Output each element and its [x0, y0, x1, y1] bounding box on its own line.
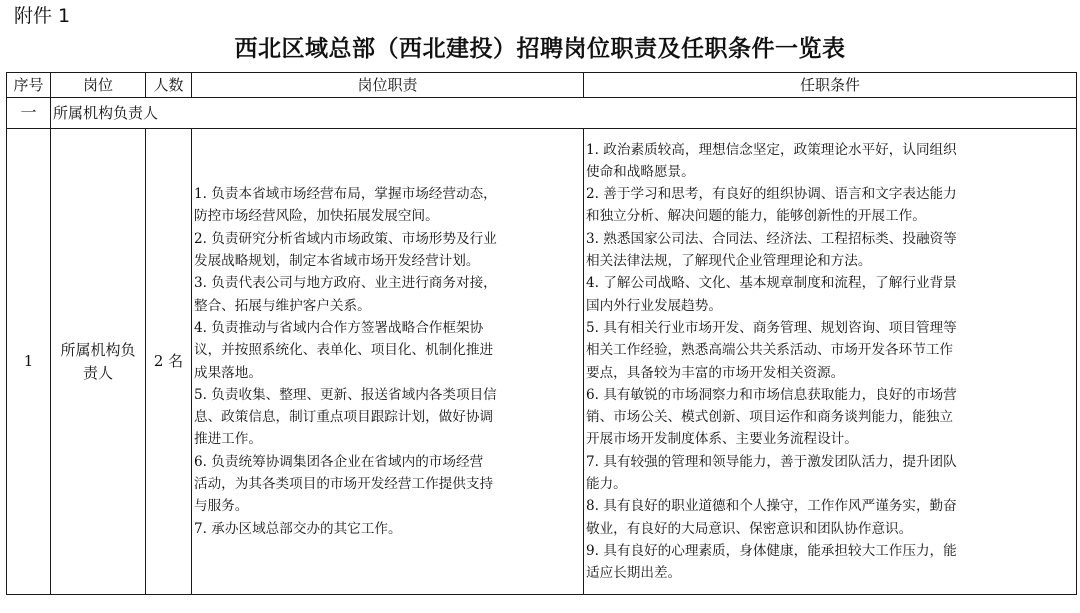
document-title: 西北区域总部（西北建投）招聘岗位职责及任职条件一览表 [234, 36, 846, 62]
text-line: 使命和战略愿景。 [586, 163, 695, 180]
text-line: 1. 政治素质较高，理想信念坚定，政策理论水平好，认同组织 [586, 141, 957, 158]
text-line: 5. 负责收集、整理、更新、报送省域内各类项目信 [194, 386, 497, 403]
text-line: 8. 具有良好的职业道德和个人操守，工作作风严谨务实，勤奋 [586, 498, 957, 515]
text-line: 2. 善于学习和思考，有良好的组织协调、语言和文字表达能力 [586, 186, 957, 203]
text-line: 4. 负责推动与省域内合作方签署战略合作框架协 [194, 319, 484, 336]
text-line: 与服务。 [194, 498, 249, 515]
section-number: 一 [7, 98, 51, 129]
row-number: 1 [7, 129, 51, 595]
text-line: 开展市场开发制度体系、主要业务流程设计。 [586, 431, 858, 448]
section-row [7, 98, 1077, 129]
text-line: 成果落地。 [194, 364, 262, 381]
header-count: 人数 [146, 73, 192, 98]
text-line: 6. 具有敏锐的市场洞察力和市场信息获取能力，良好的市场营 [586, 386, 957, 403]
table-row [7, 129, 1077, 595]
text-line: 4. 了解公司战略、文化、基本规章制度和流程，了解行业背景 [586, 275, 957, 292]
text-line: 6. 负责统筹协调集团各企业在省域内的市场经营 [194, 453, 484, 470]
row-requirements-cell [584, 129, 1077, 595]
text-line: 和独立分析、解决问题的能力，能够创新性的开展工作。 [586, 208, 926, 225]
row-count: 2 名 [146, 129, 192, 595]
text-line: 防控市场经营风险，加快拓展发展空间。 [194, 208, 439, 225]
text-line: 国内外行业发展趋势。 [586, 297, 722, 314]
text-line: 销、市场公关、模式创新、项目运作和商务谈判能力，能独立 [586, 409, 954, 426]
text-line: 7. 承办区域总部交办的其它工作。 [194, 520, 402, 537]
header-no: 序号 [7, 73, 51, 98]
text-line: 发展战略规划，制定本省域市场开发经营计划。 [194, 253, 480, 270]
row-duties-cell [192, 129, 584, 595]
text-line: 活动，为其各类项目的市场开发经营工作提供支持 [194, 475, 494, 492]
text-line: 7. 具有较强的管理和领导能力，善于激发团队活力，提升团队 [586, 453, 957, 470]
text-line: 相关法律法规，了解现代企业管理理论和方法。 [586, 253, 872, 270]
text-line: 议，并按照系统化、表单化、项目化、机制化推进 [194, 342, 494, 359]
text-line: 3. 熟悉国家公司法、合同法、经济法、工程招标类、投融资等 [586, 230, 957, 247]
text-line: 推进工作。 [194, 431, 262, 448]
section-name: 所属机构负责人 [51, 98, 1077, 129]
row-requirements [584, 139, 1076, 585]
text-line: 5. 具有相关行业市场开发、商务管理、规划咨询、项目管理等 [586, 319, 957, 336]
row-duties [192, 183, 583, 540]
text-line: 2. 负责研究分析省域内市场政策、市场形势及行业 [194, 230, 497, 247]
text-line: 整合、拓展与维护客户关系。 [194, 297, 371, 314]
row-position-cell [51, 129, 146, 595]
header-duties: 岗位职责 [192, 73, 584, 98]
row-position: 所属机构负责人 [60, 340, 136, 382]
text-line: 适应长期出差。 [586, 565, 682, 582]
text-line: 息、政策信息，制订重点项目跟踪计划，做好协调 [194, 409, 494, 426]
text-line: 3. 负责代表公司与地方政府、业主进行商务对接， [194, 275, 497, 292]
text-line: 9. 具有良好的心理素质，身体健康，能承担较大工作压力，能 [586, 542, 957, 559]
text-line: 1. 负责本省域市场经营布局，掌握市场经营动态， [194, 186, 497, 203]
table-header-row [7, 73, 1077, 98]
text-line: 要点，具备较为丰富的市场开发相关资源。 [586, 364, 845, 381]
text-line: 相关工作经验，熟悉高端公共关系活动、市场开发各环节工作 [586, 342, 954, 359]
header-requirements: 任职条件 [584, 73, 1077, 98]
recruitment-table [6, 72, 1077, 595]
text-line: 能力。 [586, 475, 627, 492]
attachment-label: 附件 1 [14, 5, 71, 27]
header-position: 岗位 [51, 73, 146, 98]
text-line: 敬业，有良好的大局意识、保密意识和团队协作意识。 [586, 520, 913, 537]
